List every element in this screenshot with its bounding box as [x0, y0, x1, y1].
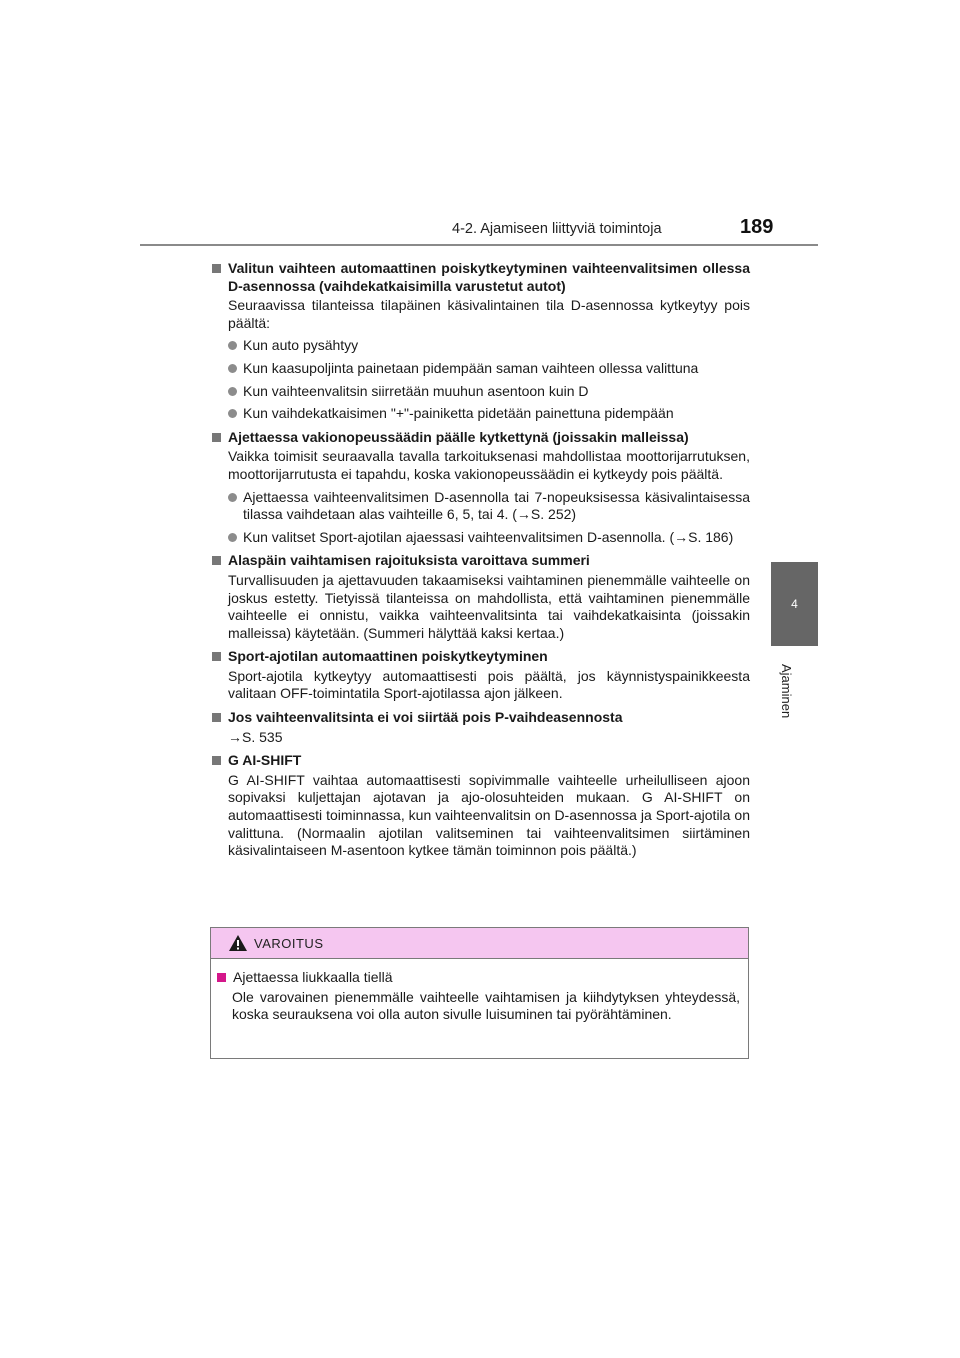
section-text: Turvallisuuden ja ajettavuuden takaamiseksi vaihtaminen pienemmälle vaihteelle on joskus estetty. Tietyissä tilanteissa on mahdollista, että vaihtaminen pienemmälle vaihteelle ei onnistu, vaikka vaihteenvalitsinta tai vaihdekatkaisinta (joissakin malleissa) käytetään. (Summeri hälyttää kaksi kertaa.) [228, 571, 750, 641]
square-bullet-icon [212, 264, 221, 273]
round-bullet-icon [228, 533, 237, 542]
section-title: Jos vaihteenvalitsinta ei voi siirtää pois P-vaihdeasennosta [210, 709, 750, 727]
section-text: Vaikka toimisit seuraavalla tavalla tarkoituksenasi mahdollistaa moottorijarrutuksen, moottorijarrutusta ei tapahdu, koska vakionopeussäädin ei kytkeydy pois päältä. [228, 448, 750, 482]
list-item: Kun vaihdekatkaisimen "+"-painiketta pidetään painettuna pidempään [228, 405, 750, 423]
square-bullet-icon [212, 433, 221, 442]
section [210, 260, 750, 423]
round-bullet-icon [228, 387, 237, 396]
section [210, 709, 750, 746]
section-title: Valitun vaihteen automaattinen poiskytkeytyminen vaihteenvalitsimen ollessa D-asennossa (vaihdekatkaisimilla varustetut autot) [210, 260, 750, 295]
warning-header-label: VAROITUS [254, 935, 324, 951]
page-number: 189 [740, 216, 774, 238]
square-bullet-icon [212, 713, 221, 722]
section [210, 648, 750, 703]
section [210, 552, 750, 642]
list-item: Kun kaasupoljinta painetaan pidempään saman vaihteen ollessa valittuna [228, 360, 750, 378]
warning-text: Ole varovainen pienemmälle vaihteelle vaihtamisen ja kiihdytyksen yhteydessä, koska seurauksena voi olla auton sivulle luisuminen tai pyörähtäminen. [232, 988, 740, 1023]
section-title: G AI-SHIFT [210, 752, 750, 770]
square-bullet-icon [212, 652, 221, 661]
square-bullet-icon [212, 756, 221, 765]
chapter-heading: 4-2. Ajamiseen liittyviä toimintoja [452, 221, 662, 237]
section [210, 429, 750, 547]
section-text: Sport-ajotila kytkeytyy automaattisesti pois päältä, jos käynnistyspainikkeesta valitaan OFF-toimintatila Sport-ajotilassa ajon jälkeen. [228, 667, 750, 702]
section-title: Ajettaessa vakionopeussäädin päälle kytkettynä (joissakin malleissa) [210, 429, 750, 447]
chapter-tab-label: Ajaminen [779, 664, 794, 719]
section [210, 752, 750, 860]
round-bullet-icon [228, 341, 237, 350]
page-reference-link[interactable]: →S. 535 [228, 728, 283, 745]
warning-body [211, 959, 748, 1024]
chapter-tab-number: 4 [791, 597, 798, 611]
warning-triangle-icon [228, 934, 248, 952]
warning-header [211, 928, 748, 959]
square-bullet-icon [212, 556, 221, 565]
square-bullet-icon [217, 973, 226, 982]
section-text: Seuraavissa tilanteissa tilapäinen käsivalintainen tila D-asennossa kytkeytyy pois päältä: [228, 297, 750, 331]
section-title: Alaspäin vaihtamisen rajoituksista varoittava summeri [210, 552, 750, 570]
round-bullet-icon [228, 493, 237, 502]
round-bullet-icon [228, 364, 237, 373]
list-item: Kun valitset Sport-ajotilan ajaessasi vaihteenvalitsimen D-asennolla. (→S. 186) [228, 529, 750, 547]
warning-box [210, 927, 749, 1059]
list-item: Kun auto pysähtyy [228, 337, 750, 355]
round-bullet-icon [228, 409, 237, 418]
header-divider [140, 244, 818, 246]
list-item: Ajettaessa vaihteenvalitsimen D-asennolla tai 7-nopeuksisessa käsivalintaisessa tilassa vaihdetaan alas vaihteille 6, 5, tai 4. (→S. 252) [228, 489, 750, 524]
page-content [210, 256, 750, 866]
section-text: G AI-SHIFT vaihtaa automaattisesti sopivimmalle vaihteelle urheilulliseen ajoon sopivaksi kuljettajan ajotavan ja ajo-olosuhteiden mukaan. G AI-SHIFT on automaattisesti toiminnassa, kun vaihteenvalitsin on D-asennossa ja Sport-ajotila on valittuna. (Normaalin ajotilan valitseminen tai vaihteenvalitsimen siirtäminen käsivalintaiseen M-asentoon kytkee tämän toiminnon pois päältä.) [228, 771, 750, 859]
list-item: Kun vaihteenvalitsin siirretään muuhun asentoon kuin D [228, 383, 750, 401]
chapter-tab[interactable] [771, 562, 818, 646]
section-title: Sport-ajotilan automaattinen poiskytkeytyminen [210, 648, 750, 666]
warning-title: Ajettaessa liukkaalla tiellä [215, 969, 740, 987]
